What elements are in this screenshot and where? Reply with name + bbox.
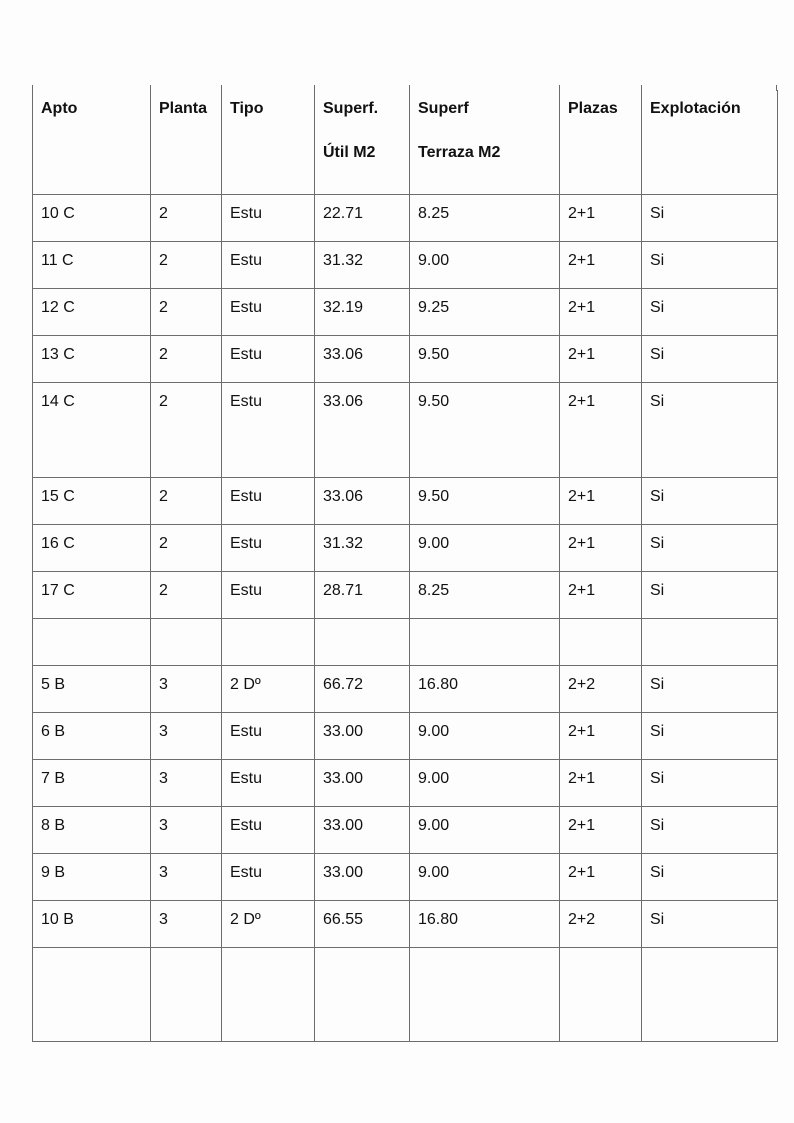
cell-superficie-util: 33.06 (315, 336, 410, 383)
table-row (33, 619, 778, 666)
cell-plazas: 2+1 (560, 713, 642, 760)
cell-plazas: 2+1 (560, 760, 642, 807)
cell-planta: 3 (151, 807, 222, 854)
cell-explotacion: Si (642, 901, 778, 948)
cell-superficie-util: 33.06 (315, 383, 410, 478)
cell-planta: 3 (151, 901, 222, 948)
table-row (33, 289, 778, 336)
cell-explotacion (642, 619, 778, 666)
cell-tipo: Estu (222, 525, 315, 572)
cell-tipo: Estu (222, 336, 315, 383)
cell-apto: 16 C (33, 525, 151, 572)
cell-apto: 10 C (33, 195, 151, 242)
cell-planta: 2 (151, 525, 222, 572)
cell-superficie-terraza: 9.50 (410, 336, 560, 383)
cell-superficie-terraza (410, 619, 560, 666)
cell-superficie-terraza: 8.25 (410, 195, 560, 242)
table-row (33, 901, 778, 948)
cell-superficie-util: 33.00 (315, 760, 410, 807)
cell-planta: 2 (151, 289, 222, 336)
cell-explotacion: Si (642, 760, 778, 807)
header-superficie-terraza: Superf Terraza M2 (410, 90, 560, 195)
cell-superficie-util: 66.72 (315, 666, 410, 713)
cell-explotacion: Si (642, 195, 778, 242)
cell-superficie-util (315, 948, 410, 1042)
cell-plazas: 2+1 (560, 383, 642, 478)
cell-planta: 2 (151, 383, 222, 478)
cell-apto: 12 C (33, 289, 151, 336)
cell-tipo (222, 948, 315, 1042)
cell-superficie-terraza: 16.80 (410, 901, 560, 948)
cell-tipo: Estu (222, 713, 315, 760)
cell-explotacion: Si (642, 666, 778, 713)
cell-plazas: 2+2 (560, 901, 642, 948)
cell-superficie-util: 33.00 (315, 807, 410, 854)
cell-superficie-terraza: 9.25 (410, 289, 560, 336)
table-header-row (33, 90, 778, 195)
cell-planta (151, 948, 222, 1042)
cell-plazas: 2+1 (560, 336, 642, 383)
cell-apto: 15 C (33, 478, 151, 525)
cell-plazas: 2+1 (560, 807, 642, 854)
cell-superficie-terraza: 9.00 (410, 760, 560, 807)
cell-tipo: Estu (222, 289, 315, 336)
cell-apto: 13 C (33, 336, 151, 383)
cell-superficie-util: 32.19 (315, 289, 410, 336)
cell-explotacion (642, 948, 778, 1042)
cell-planta: 3 (151, 854, 222, 901)
table-row (33, 572, 778, 619)
cell-plazas: 2+1 (560, 195, 642, 242)
table-row (33, 760, 778, 807)
cell-explotacion: Si (642, 572, 778, 619)
cell-superficie-util: 66.55 (315, 901, 410, 948)
cell-superficie-terraza: 16.80 (410, 666, 560, 713)
table-row (33, 242, 778, 289)
header-apto: Apto (33, 90, 151, 195)
cell-tipo: Estu (222, 383, 315, 478)
table-row (33, 854, 778, 901)
table-row (33, 195, 778, 242)
cell-plazas: 2+1 (560, 289, 642, 336)
cell-plazas (560, 948, 642, 1042)
cell-explotacion: Si (642, 242, 778, 289)
cell-tipo: Estu (222, 760, 315, 807)
table-row (33, 948, 778, 1042)
table-row (33, 807, 778, 854)
cell-tipo: 2 Dº (222, 901, 315, 948)
cell-superficie-terraza: 9.00 (410, 525, 560, 572)
cell-explotacion: Si (642, 854, 778, 901)
cell-apto: 6 B (33, 713, 151, 760)
cell-apto: 7 B (33, 760, 151, 807)
cell-explotacion: Si (642, 525, 778, 572)
cell-superficie-terraza: 9.50 (410, 478, 560, 525)
cell-apto: 9 B (33, 854, 151, 901)
cell-plazas: 2+1 (560, 525, 642, 572)
cell-tipo: Estu (222, 242, 315, 289)
table-row (33, 478, 778, 525)
header-planta: Planta (151, 90, 222, 195)
cell-plazas (560, 619, 642, 666)
cell-planta: 2 (151, 195, 222, 242)
table-row (33, 336, 778, 383)
cell-tipo: 2 Dº (222, 666, 315, 713)
cell-plazas: 2+1 (560, 572, 642, 619)
cell-superficie-terraza: 8.25 (410, 572, 560, 619)
cell-apto: 8 B (33, 807, 151, 854)
header-superficie-util: Superf. Útil M2 (315, 90, 410, 195)
cell-superficie-util: 33.06 (315, 478, 410, 525)
cell-superficie-util: 31.32 (315, 525, 410, 572)
header-tipo: Tipo (222, 90, 315, 195)
cell-superficie-terraza: 9.00 (410, 807, 560, 854)
cell-planta: 2 (151, 478, 222, 525)
table-body (33, 195, 778, 1042)
table-row (33, 383, 778, 478)
cell-apto: 11 C (33, 242, 151, 289)
cell-planta: 3 (151, 666, 222, 713)
header-explotacion: Explotación (642, 90, 778, 195)
cell-explotacion: Si (642, 807, 778, 854)
cell-explotacion: Si (642, 713, 778, 760)
cell-superficie-util: 33.00 (315, 713, 410, 760)
cell-apto: 14 C (33, 383, 151, 478)
cell-superficie-terraza: 9.00 (410, 242, 560, 289)
cell-planta: 2 (151, 572, 222, 619)
cell-superficie-util: 31.32 (315, 242, 410, 289)
cell-superficie-terraza: 9.50 (410, 383, 560, 478)
cell-planta: 3 (151, 713, 222, 760)
cell-plazas: 2+1 (560, 478, 642, 525)
cell-explotacion: Si (642, 383, 778, 478)
cell-planta (151, 619, 222, 666)
cell-tipo: Estu (222, 854, 315, 901)
cell-tipo (222, 619, 315, 666)
table-row (33, 525, 778, 572)
cell-superficie-terraza: 9.00 (410, 713, 560, 760)
cell-apto: 10 B (33, 901, 151, 948)
cell-apto: 5 B (33, 666, 151, 713)
cell-superficie-util: 33.00 (315, 854, 410, 901)
cell-tipo: Estu (222, 807, 315, 854)
cell-planta: 2 (151, 336, 222, 383)
header-plazas: Plazas (560, 90, 642, 195)
cell-plazas: 2+2 (560, 666, 642, 713)
cell-superficie-terraza: 9.00 (410, 854, 560, 901)
cell-apto (33, 619, 151, 666)
cell-explotacion: Si (642, 336, 778, 383)
table-row (33, 713, 778, 760)
cell-planta: 2 (151, 242, 222, 289)
cell-apto: 17 C (33, 572, 151, 619)
cell-plazas: 2+1 (560, 242, 642, 289)
cell-planta: 3 (151, 760, 222, 807)
cell-superficie-util: 28.71 (315, 572, 410, 619)
cell-superficie-util (315, 619, 410, 666)
cell-explotacion: Si (642, 478, 778, 525)
cell-tipo: Estu (222, 195, 315, 242)
apartment-table (32, 90, 778, 1042)
cell-explotacion: Si (642, 289, 778, 336)
cell-superficie-util: 22.71 (315, 195, 410, 242)
table-row (33, 666, 778, 713)
cell-superficie-terraza (410, 948, 560, 1042)
cell-plazas: 2+1 (560, 854, 642, 901)
cell-tipo: Estu (222, 572, 315, 619)
cell-apto (33, 948, 151, 1042)
cell-tipo: Estu (222, 478, 315, 525)
